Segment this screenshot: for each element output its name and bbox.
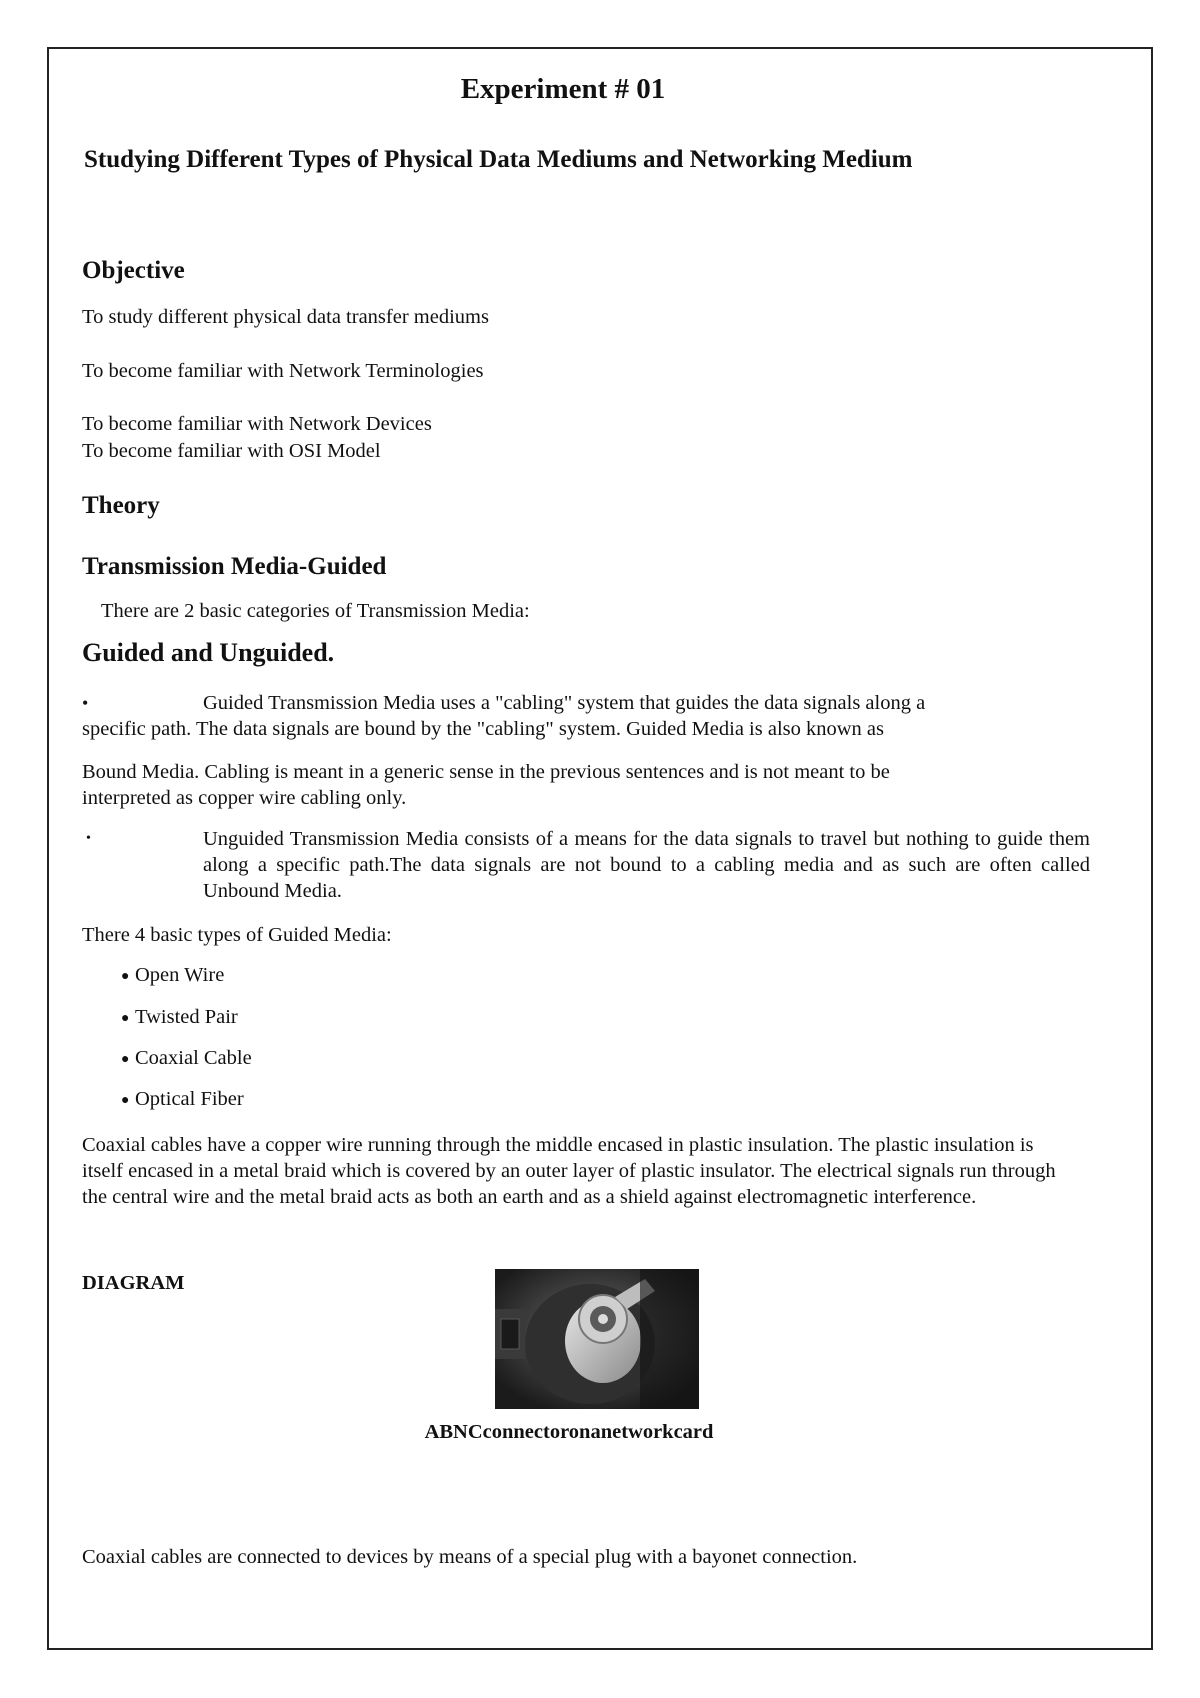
guided-type-item: ● Open Wire [135, 964, 224, 987]
guided-paragraph-line: specific path. The data signals are bound by the "cabling" system. Guided Media is also known as [82, 718, 885, 740]
image-caption: ABNCconnectoronanetworkcard [424, 1421, 714, 1443]
objective-item: To become familiar with OSI Model [82, 440, 381, 462]
objective-item: To become familiar with Network Terminologies [82, 360, 484, 382]
guided-unguided-heading: Guided and Unguided. [82, 638, 335, 667]
theory-heading: Theory [82, 492, 160, 519]
objective-heading: Objective [82, 257, 185, 284]
objective-item: To study different physical data transfer mediums [82, 306, 489, 328]
guided-type-item: ● Twisted Pair [135, 1006, 238, 1029]
coaxial-paragraph: Coaxial cables have a copper wire running through the middle encased in plastic insulation. The plastic insulation is itself encased in a metal braid which is covered by an outer layer of plastic insulator. The electrical signals run through the central wire and the metal braid acts as both an earth and as a shield against electromagnetic interference. [82, 1134, 1056, 1208]
objective-item: To become familiar with Network Devices [82, 413, 432, 435]
guided-types-intro: There 4 basic types of Guided Media: [82, 924, 392, 946]
guided-paragraph-line: interpreted as copper wire cabling only. [82, 787, 407, 809]
guided-type-item: ● Coaxial Cable [135, 1047, 252, 1070]
guided-paragraph-line: Bound Media. Cabling is meant in a generic sense in the previous sentences and is not meant to be [82, 761, 890, 783]
guided-paragraph-line: Guided Transmission Media uses a "cabling" system that guides the data signals along a [203, 692, 926, 714]
transmission-media-heading: Transmission Media-Guided [82, 553, 387, 580]
bnc-connector-photo [495, 1269, 699, 1409]
categories-intro: There are 2 basic categories of Transmission Media: [101, 600, 530, 622]
bullet-marker: • [82, 693, 89, 713]
closing-paragraph: Coaxial cables are connected to devices by means of a special plug with a bayonet connection. [82, 1546, 858, 1568]
guided-type-item: ● Optical Fiber [135, 1088, 244, 1111]
diagram-heading: DIAGRAM [82, 1272, 185, 1294]
page-title: Experiment # 01 [460, 73, 666, 105]
unguided-paragraph: Unguided Transmission Media consists of a means for the data signals to travel but nothing to guide them along a specific path.The data signals are not bound to a cabling media and as such are often called Unbound Media. [203, 828, 1090, 902]
bullet-marker: • [86, 831, 91, 846]
page-subtitle: Studying Different Types of Physical Data Mediums and Networking Medium [84, 146, 913, 173]
